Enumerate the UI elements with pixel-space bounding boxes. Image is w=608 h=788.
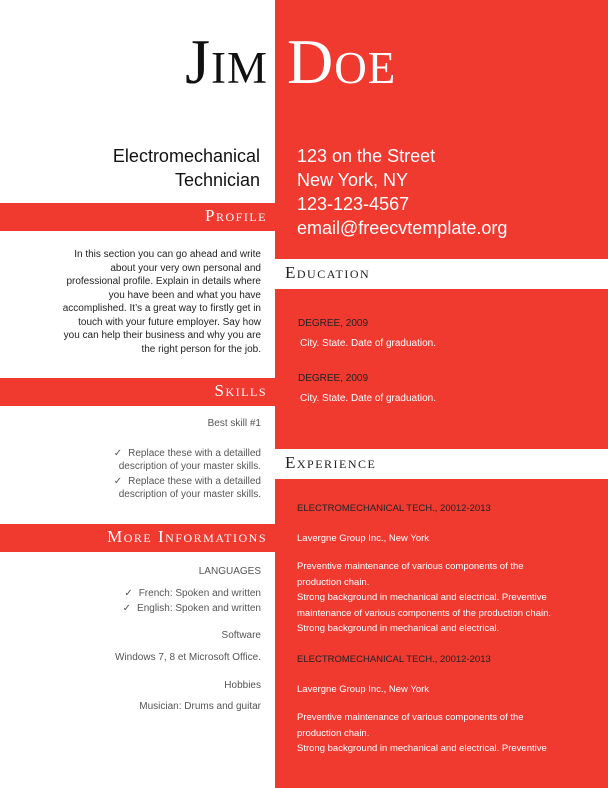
job-title-line: Electromechanical	[112, 146, 260, 166]
hobbies-value: Musician: Drums and guitar	[139, 701, 261, 712]
contact-block	[297, 144, 507, 240]
hobbies-label: Hobbies	[224, 680, 261, 691]
languages-list	[123, 586, 261, 616]
skill-line: Replace these with a detailled	[128, 476, 261, 487]
profile-line: professional profile. Explain in details where	[66, 276, 261, 287]
profile-line: In this section you can go ahead and write	[74, 249, 261, 260]
experience-line: Strong background in mechanical and electrical. Preventive	[297, 592, 547, 603]
first-name: Jim	[185, 26, 268, 97]
skill-line: Replace these with a detailled	[128, 448, 261, 459]
experience-line: production chain.	[297, 576, 370, 588]
checkmark-icon: ✓	[113, 476, 123, 487]
skill-line: description of your master skills.	[118, 489, 261, 500]
education-degree: DEGREE, 2009	[298, 373, 369, 384]
experience-title: ELECTROMECHANICAL TECH., 20012-2013	[297, 654, 491, 665]
job-title	[10, 144, 260, 192]
education-detail: City. State. Date of graduation.	[300, 338, 437, 349]
profile-line: accomplished. It’s a great way to firstly get in	[62, 303, 261, 314]
profile-text	[31, 248, 261, 356]
profile-band	[0, 203, 275, 231]
contact-street: 123 on the Street	[297, 146, 436, 166]
skill-item	[21, 447, 261, 473]
education-degree: DEGREE, 2009	[298, 318, 369, 329]
software-value: Windows 7, 8 et Microsoft Office.	[115, 652, 261, 663]
experience-line: production chain.	[297, 727, 370, 739]
more-info-band	[0, 524, 275, 552]
experience-heading: Experience	[285, 453, 377, 472]
language-item	[123, 601, 261, 616]
experience-line: Strong background in mechanical and electrical. Preventive	[297, 743, 547, 754]
education-entry	[298, 373, 436, 404]
profile-line: you have been and what you have	[108, 289, 261, 301]
contact-phone: 123-123-4567	[297, 194, 410, 214]
profile-heading: Profile	[205, 206, 267, 225]
language-text: French: Spoken and written	[138, 588, 261, 599]
profile-line: touch with your future employer. Say how	[78, 316, 261, 328]
education-band	[275, 259, 608, 289]
skills-heading: Skills	[214, 381, 267, 400]
software-label: Software	[221, 630, 261, 641]
skill-list	[21, 447, 261, 503]
experience-line: Preventive maintenance of various components of the	[297, 561, 524, 572]
language-item	[123, 586, 261, 601]
experience-band	[275, 449, 608, 479]
skills-band	[0, 378, 275, 406]
experience-company: Lavergne Group Inc., New York	[297, 532, 430, 544]
education-entry	[298, 318, 436, 349]
profile-line: you can help their business and why you are	[63, 330, 261, 341]
experience-description	[297, 710, 587, 757]
contact-email[interactable]: email@freecvtemplate.org	[297, 218, 508, 238]
experience-line: maintenance of various components of the production chain.	[297, 607, 552, 619]
experience-entry	[297, 501, 587, 637]
checkmark-icon: ✓	[113, 448, 123, 459]
education-heading: Education	[285, 263, 371, 282]
experience-line: Preventive maintenance of various components of the	[297, 712, 524, 723]
job-title-line: Technician	[174, 170, 260, 190]
experience-entry	[297, 652, 587, 757]
more-info-heading: More Informations	[107, 527, 267, 546]
skill-item	[21, 475, 261, 501]
contact-city: New York, NY	[297, 170, 409, 190]
checkmark-icon: ✓	[124, 588, 133, 599]
checkmark-icon: ✓	[122, 603, 132, 614]
experience-company: Lavergne Group Inc., New York	[297, 683, 430, 695]
profile-line: the right person for the job.	[141, 343, 261, 355]
experience-line: Strong background in mechanical and electrical.	[297, 623, 500, 634]
education-detail: City. State. Date of graduation.	[300, 393, 437, 404]
languages-label: LANGUAGES	[198, 566, 261, 577]
profile-line: about your very own personal and	[110, 262, 261, 274]
experience-description	[297, 559, 587, 637]
best-skill: Best skill #1	[207, 418, 261, 429]
language-text: English: Spoken and written	[137, 603, 261, 614]
skill-line: description of your master skills.	[118, 461, 261, 472]
last-name: Doe	[287, 26, 397, 97]
experience-title: ELECTROMECHANICAL TECH., 20012-2013	[297, 503, 491, 514]
